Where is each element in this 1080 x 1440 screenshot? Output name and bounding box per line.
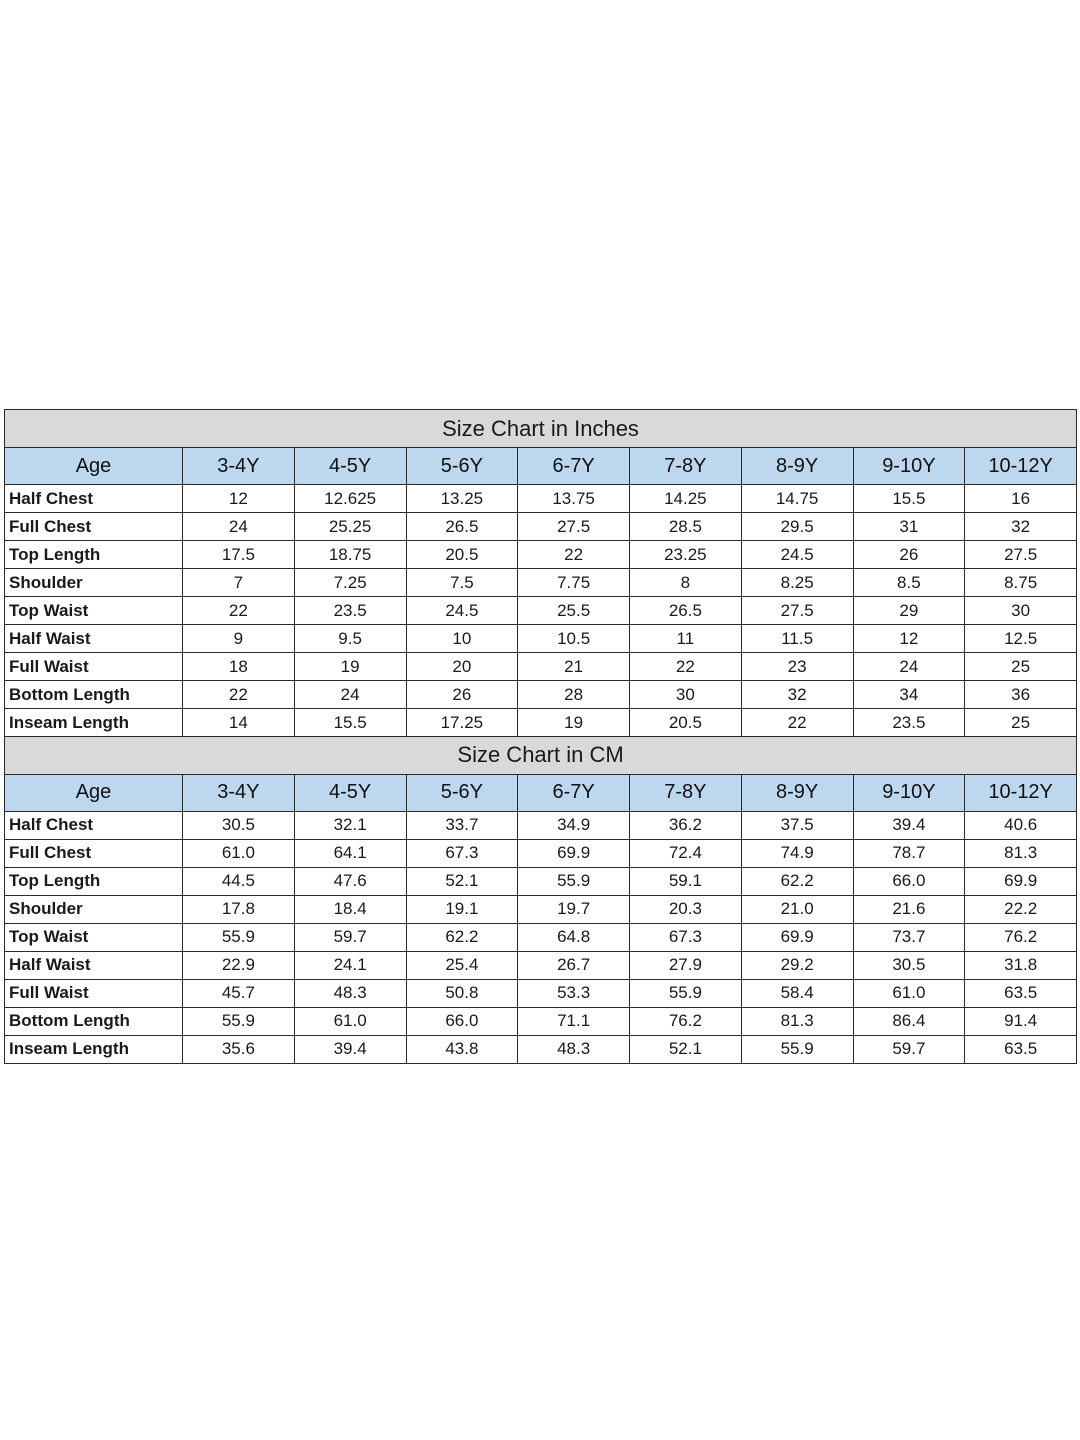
table-cell: 17.25 [406, 709, 518, 737]
table-cell: 10 [406, 625, 518, 653]
table-cell: 19 [518, 709, 630, 737]
row-label: Bottom Length [5, 681, 183, 709]
table-cell: 55.9 [518, 867, 630, 895]
table-cell: 24 [183, 513, 295, 541]
table-cell: 22.9 [183, 951, 295, 979]
row-label: Full Chest [5, 513, 183, 541]
table-cell: 32 [965, 513, 1077, 541]
table-cell: 15.5 [853, 485, 965, 513]
row-label: Top Waist [5, 923, 183, 951]
table-cell: 59.7 [853, 1035, 965, 1063]
table-cell: 22 [518, 541, 630, 569]
table-cell: 44.5 [183, 867, 295, 895]
table-cell: 24 [294, 681, 406, 709]
table-row [5, 709, 1077, 737]
table-cell: 55.9 [183, 923, 295, 951]
size-chart-inches [4, 409, 1077, 737]
table-cell: 21 [518, 653, 630, 681]
table-cell: 14 [183, 709, 295, 737]
table-row [5, 951, 1077, 979]
table-cell: 39.4 [853, 811, 965, 839]
table-cell: 27.5 [518, 513, 630, 541]
table-cell: 27.5 [741, 597, 853, 625]
row-label: Full Waist [5, 979, 183, 1007]
header-age-label: Age [5, 448, 183, 485]
table-cell: 61.0 [183, 839, 295, 867]
table-row [5, 541, 1077, 569]
header-size-column: 7-8Y [630, 448, 742, 485]
table-cell: 20.5 [630, 709, 742, 737]
table-cell: 24.5 [406, 597, 518, 625]
table-cell: 33.7 [406, 811, 518, 839]
table-cell: 12 [853, 625, 965, 653]
table-cell: 30.5 [183, 811, 295, 839]
table-cell: 69.9 [741, 923, 853, 951]
table-cell: 47.6 [294, 867, 406, 895]
row-label: Top Length [5, 867, 183, 895]
table-cell: 61.0 [853, 979, 965, 1007]
table-cell: 52.1 [630, 1035, 742, 1063]
table-cell: 28.5 [630, 513, 742, 541]
table-row [5, 1035, 1077, 1063]
table-cell: 19.7 [518, 895, 630, 923]
table-cell: 30.5 [853, 951, 965, 979]
row-label: Full Chest [5, 839, 183, 867]
table-cell: 11 [630, 625, 742, 653]
table-row [5, 923, 1077, 951]
table-cell: 23.5 [853, 709, 965, 737]
table-title-row [5, 736, 1077, 774]
table-header-row [5, 774, 1077, 811]
row-label: Half Chest [5, 811, 183, 839]
header-size-column: 10-12Y [965, 448, 1077, 485]
table-cell: 71.1 [518, 1007, 630, 1035]
table-cell: 26 [406, 681, 518, 709]
row-label: Shoulder [5, 895, 183, 923]
table-cell: 18.4 [294, 895, 406, 923]
table-cell: 17.5 [183, 541, 295, 569]
table-cell: 7 [183, 569, 295, 597]
table-title: Size Chart in CM [5, 736, 1077, 774]
table-cell: 55.9 [741, 1035, 853, 1063]
table-cell: 67.3 [406, 839, 518, 867]
table-cell: 23 [741, 653, 853, 681]
table-cell: 24.5 [741, 541, 853, 569]
table-cell: 13.75 [518, 485, 630, 513]
table-cell: 12.5 [965, 625, 1077, 653]
table-cell: 63.5 [965, 979, 1077, 1007]
size-chart [4, 409, 1076, 1064]
table-cell: 8.75 [965, 569, 1077, 597]
table-cell: 25.25 [294, 513, 406, 541]
table-cell: 66.0 [406, 1007, 518, 1035]
table-cell: 26 [853, 541, 965, 569]
table-cell: 25 [965, 709, 1077, 737]
table-cell: 64.8 [518, 923, 630, 951]
table-cell: 81.3 [965, 839, 1077, 867]
table-cell: 20.3 [630, 895, 742, 923]
table-cell: 48.3 [294, 979, 406, 1007]
table-cell: 34 [853, 681, 965, 709]
table-header-row [5, 448, 1077, 485]
size-chart-cm [4, 736, 1077, 1064]
table-cell: 19 [294, 653, 406, 681]
table-row [5, 485, 1077, 513]
header-size-column: 4-5Y [294, 774, 406, 811]
table-cell: 59.7 [294, 923, 406, 951]
table-cell: 32 [741, 681, 853, 709]
table-cell: 78.7 [853, 839, 965, 867]
table-cell: 76.2 [965, 923, 1077, 951]
table-cell: 17.8 [183, 895, 295, 923]
table-cell: 64.1 [294, 839, 406, 867]
table-cell: 27.9 [630, 951, 742, 979]
table-cell: 20.5 [406, 541, 518, 569]
table-cell: 31 [853, 513, 965, 541]
table-cell: 29 [853, 597, 965, 625]
table-row [5, 681, 1077, 709]
table-cell: 69.9 [518, 839, 630, 867]
table-cell: 34.9 [518, 811, 630, 839]
row-label: Half Waist [5, 625, 183, 653]
table-cell: 9.5 [294, 625, 406, 653]
table-cell: 24 [853, 653, 965, 681]
table-title: Size Chart in Inches [5, 410, 1077, 448]
table-cell: 55.9 [630, 979, 742, 1007]
header-size-column: 9-10Y [853, 448, 965, 485]
table-cell: 30 [965, 597, 1077, 625]
table-cell: 37.5 [741, 811, 853, 839]
table-cell: 69.9 [965, 867, 1077, 895]
table-cell: 62.2 [741, 867, 853, 895]
table-row [5, 1007, 1077, 1035]
row-label: Half Waist [5, 951, 183, 979]
table-cell: 14.75 [741, 485, 853, 513]
table-cell: 35.6 [183, 1035, 295, 1063]
table-cell: 20 [406, 653, 518, 681]
header-size-column: 3-4Y [183, 448, 295, 485]
table-cell: 55.9 [183, 1007, 295, 1035]
table-cell: 30 [630, 681, 742, 709]
table-cell: 21.6 [853, 895, 965, 923]
row-label: Shoulder [5, 569, 183, 597]
table-cell: 25 [965, 653, 1077, 681]
header-size-column: 6-7Y [518, 774, 630, 811]
row-label: Half Chest [5, 485, 183, 513]
table-cell: 9 [183, 625, 295, 653]
table-cell: 76.2 [630, 1007, 742, 1035]
table-cell: 22 [630, 653, 742, 681]
table-cell: 43.8 [406, 1035, 518, 1063]
header-size-column: 8-9Y [741, 774, 853, 811]
table-cell: 18.75 [294, 541, 406, 569]
table-cell: 8.25 [741, 569, 853, 597]
table-row [5, 895, 1077, 923]
table-cell: 14.25 [630, 485, 742, 513]
table-cell: 91.4 [965, 1007, 1077, 1035]
header-size-column: 10-12Y [965, 774, 1077, 811]
header-size-column: 6-7Y [518, 448, 630, 485]
table-row [5, 979, 1077, 1007]
table-cell: 24.1 [294, 951, 406, 979]
table-cell: 31.8 [965, 951, 1077, 979]
table-cell: 23.25 [630, 541, 742, 569]
table-cell: 63.5 [965, 1035, 1077, 1063]
table-cell: 32.1 [294, 811, 406, 839]
table-cell: 26.5 [406, 513, 518, 541]
table-cell: 62.2 [406, 923, 518, 951]
table-row [5, 867, 1077, 895]
table-cell: 8 [630, 569, 742, 597]
table-cell: 73.7 [853, 923, 965, 951]
table-cell: 26.5 [630, 597, 742, 625]
table-cell: 10.5 [518, 625, 630, 653]
table-cell: 21.0 [741, 895, 853, 923]
table-row [5, 625, 1077, 653]
table-cell: 45.7 [183, 979, 295, 1007]
table-cell: 15.5 [294, 709, 406, 737]
header-age-label: Age [5, 774, 183, 811]
table-cell: 25.5 [518, 597, 630, 625]
row-label: Inseam Length [5, 1035, 183, 1063]
header-size-column: 5-6Y [406, 774, 518, 811]
table-cell: 18 [183, 653, 295, 681]
table-cell: 48.3 [518, 1035, 630, 1063]
table-cell: 58.4 [741, 979, 853, 1007]
row-label: Full Waist [5, 653, 183, 681]
table-title-row [5, 410, 1077, 448]
table-cell: 74.9 [741, 839, 853, 867]
table-cell: 39.4 [294, 1035, 406, 1063]
table-cell: 66.0 [853, 867, 965, 895]
table-cell: 8.5 [853, 569, 965, 597]
table-cell: 16 [965, 485, 1077, 513]
table-cell: 52.1 [406, 867, 518, 895]
row-label: Inseam Length [5, 709, 183, 737]
table-cell: 22 [741, 709, 853, 737]
header-size-column: 7-8Y [630, 774, 742, 811]
table-row [5, 569, 1077, 597]
table-cell: 72.4 [630, 839, 742, 867]
table-cell: 67.3 [630, 923, 742, 951]
table-cell: 23.5 [294, 597, 406, 625]
header-size-column: 9-10Y [853, 774, 965, 811]
table-cell: 26.7 [518, 951, 630, 979]
table-row [5, 811, 1077, 839]
table-cell: 22 [183, 681, 295, 709]
table-cell: 86.4 [853, 1007, 965, 1035]
table-row [5, 597, 1077, 625]
table-cell: 7.25 [294, 569, 406, 597]
table-cell: 36.2 [630, 811, 742, 839]
header-size-column: 5-6Y [406, 448, 518, 485]
table-cell: 12 [183, 485, 295, 513]
header-size-column: 8-9Y [741, 448, 853, 485]
table-cell: 61.0 [294, 1007, 406, 1035]
table-cell: 12.625 [294, 485, 406, 513]
table-cell: 29.2 [741, 951, 853, 979]
table-row [5, 513, 1077, 541]
header-size-column: 3-4Y [183, 774, 295, 811]
table-cell: 50.8 [406, 979, 518, 1007]
table-cell: 81.3 [741, 1007, 853, 1035]
table-cell: 25.4 [406, 951, 518, 979]
table-cell: 40.6 [965, 811, 1077, 839]
table-cell: 59.1 [630, 867, 742, 895]
table-row [5, 653, 1077, 681]
table-cell: 29.5 [741, 513, 853, 541]
table-cell: 13.25 [406, 485, 518, 513]
table-cell: 27.5 [965, 541, 1077, 569]
table-cell: 28 [518, 681, 630, 709]
table-cell: 22.2 [965, 895, 1077, 923]
row-label: Top Length [5, 541, 183, 569]
table-cell: 36 [965, 681, 1077, 709]
table-cell: 11.5 [741, 625, 853, 653]
table-cell: 7.5 [406, 569, 518, 597]
table-row [5, 839, 1077, 867]
row-label: Top Waist [5, 597, 183, 625]
table-cell: 53.3 [518, 979, 630, 1007]
table-cell: 7.75 [518, 569, 630, 597]
header-size-column: 4-5Y [294, 448, 406, 485]
table-cell: 19.1 [406, 895, 518, 923]
table-cell: 22 [183, 597, 295, 625]
row-label: Bottom Length [5, 1007, 183, 1035]
